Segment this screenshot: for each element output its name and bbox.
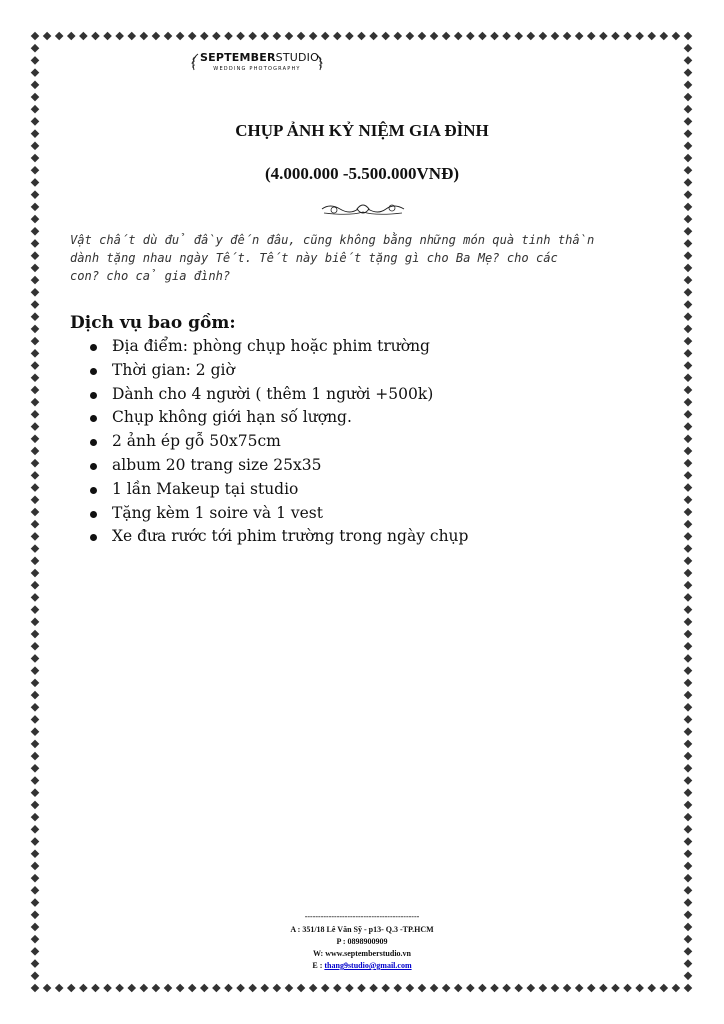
border-diamond [31, 801, 40, 810]
border-diamond [31, 68, 40, 77]
border-diamond [684, 32, 693, 41]
border-diamond [31, 227, 40, 236]
border-diamond [127, 32, 136, 41]
border-diamond [31, 142, 40, 151]
border-diamond [31, 837, 40, 846]
border-diamond [539, 984, 548, 993]
bullet-icon [90, 439, 97, 446]
border-diamond [309, 984, 318, 993]
border-diamond [623, 32, 632, 41]
border-diamond [684, 727, 693, 736]
border-diamond [490, 984, 499, 993]
border-diamond [31, 203, 40, 212]
border-diamond [321, 32, 330, 41]
border-diamond [31, 605, 40, 614]
border-diamond [635, 32, 644, 41]
border-diamond [478, 32, 487, 41]
border-diamond [55, 32, 64, 41]
border-diamond [31, 508, 40, 517]
border-diamond [684, 447, 693, 456]
border-diamond [684, 361, 693, 370]
border-diamond [236, 984, 245, 993]
border-diamond [684, 190, 693, 199]
border-diamond [684, 386, 693, 395]
list-item [86, 525, 468, 549]
border-diamond [115, 984, 124, 993]
border-diamond [31, 300, 40, 309]
border-diamond [466, 984, 475, 993]
border-diamond [309, 32, 318, 41]
border-diamond [188, 32, 197, 41]
border-diamond [393, 984, 402, 993]
bullet-icon [90, 463, 97, 470]
border-diamond [684, 630, 693, 639]
border-diamond [684, 349, 693, 358]
border-diamond [684, 93, 693, 102]
border-diamond [31, 532, 40, 541]
border-diamond [647, 984, 656, 993]
logo-brand [200, 51, 319, 64]
border-diamond [684, 642, 693, 651]
bullet-icon [90, 511, 97, 518]
border-diamond [43, 32, 52, 41]
footer-address: A : 351/18 Lê Văn Sỹ - p13- Q.3 -TP.HCM [290, 925, 434, 934]
border-diamond [31, 81, 40, 90]
border-diamond [345, 32, 354, 41]
border-diamond [684, 203, 693, 212]
border-diamond [684, 788, 693, 797]
border-diamond [31, 862, 40, 871]
border-diamond [31, 288, 40, 297]
border-diamond [260, 32, 269, 41]
bullet-icon [90, 415, 97, 422]
border-diamond [31, 764, 40, 773]
border-diamond [285, 32, 294, 41]
border-diamond [684, 471, 693, 480]
border-diamond [684, 605, 693, 614]
border-diamond [599, 984, 608, 993]
list-item [86, 430, 468, 454]
border-diamond [684, 532, 693, 541]
border-diamond [623, 984, 632, 993]
border-diamond [684, 837, 693, 846]
border-diamond [31, 190, 40, 199]
list-item-text: Chụp không giới hạn số lượng. [112, 408, 352, 427]
border-diamond [333, 984, 342, 993]
list-item [86, 478, 468, 502]
border-diamond [31, 886, 40, 895]
border-diamond [466, 32, 475, 41]
border-diamond [430, 32, 439, 41]
border-diamond [502, 32, 511, 41]
footer-email-line [0, 960, 724, 972]
border-diamond [188, 984, 197, 993]
border-diamond [31, 776, 40, 785]
flourish-divider-icon [320, 201, 406, 217]
border-diamond [381, 984, 390, 993]
border-diamond [31, 434, 40, 443]
border-diamond [31, 581, 40, 590]
border-diamond [103, 984, 112, 993]
border-diamond [684, 410, 693, 419]
border-diamond [393, 32, 402, 41]
studio-logo [190, 50, 324, 76]
border-diamond [152, 984, 161, 993]
footer-website: W: www.septemberstudio.vn [312, 949, 411, 958]
border-diamond [684, 544, 693, 553]
border-diamond [575, 984, 584, 993]
border-diamond [31, 874, 40, 883]
border-diamond [418, 984, 427, 993]
border-diamond [684, 422, 693, 431]
border-diamond [31, 666, 40, 675]
border-diamond [31, 471, 40, 480]
intro-line: dành tặng nhau ngày Tết. Tết này biết tặng gì cho Ba Mẹ? cho các [70, 251, 558, 265]
border-diamond [684, 776, 693, 785]
border-diamond [79, 32, 88, 41]
border-diamond [587, 32, 596, 41]
border-diamond [684, 276, 693, 285]
logo-brand-rest: STUDIO [275, 51, 319, 64]
border-diamond [31, 630, 40, 639]
border-diamond [55, 984, 64, 993]
border-diamond [31, 727, 40, 736]
border-diamond [660, 984, 669, 993]
border-diamond [164, 32, 173, 41]
border-diamond [31, 447, 40, 456]
list-item-text: 2 ảnh ép gỗ 50x75cm [112, 432, 281, 451]
footer-phone: P : 0898900909 [336, 937, 388, 946]
border-diamond [152, 32, 161, 41]
border-diamond [526, 984, 535, 993]
border-diamond [526, 32, 535, 41]
border-diamond [212, 984, 221, 993]
border-diamond [31, 93, 40, 102]
border-diamond [599, 32, 608, 41]
border-diamond [297, 32, 306, 41]
border-diamond [31, 849, 40, 858]
list-item-text: Địa điểm: phòng chụp hoặc phim trường [112, 337, 430, 355]
border-diamond [103, 32, 112, 41]
border-diamond [684, 325, 693, 334]
border-diamond [297, 984, 306, 993]
border-diamond [31, 654, 40, 663]
border-diamond [502, 984, 511, 993]
intro-line: Vật chất dù đủ đầy đến đâu, cũng không bằng những món quà tinh thần [70, 233, 595, 247]
border-diamond [285, 984, 294, 993]
border-diamond [684, 764, 693, 773]
border-diamond [563, 984, 572, 993]
border-diamond [31, 251, 40, 260]
border-diamond [31, 215, 40, 224]
border-diamond [684, 373, 693, 382]
border-diamond [31, 154, 40, 163]
border-diamond [31, 276, 40, 285]
border-diamond [357, 32, 366, 41]
border-diamond [31, 32, 40, 41]
border-diamond [31, 483, 40, 492]
border-diamond [551, 32, 560, 41]
border-diamond [684, 813, 693, 822]
border-diamond [357, 984, 366, 993]
border-diamond [200, 32, 209, 41]
footer-divider: ------------------------------------------- [304, 912, 420, 921]
border-diamond [273, 32, 282, 41]
border-diamond [140, 32, 149, 41]
border-diamond [684, 874, 693, 883]
border-diamond [684, 495, 693, 504]
border-diamond [67, 32, 76, 41]
bullet-icon [90, 487, 97, 494]
border-diamond [684, 508, 693, 517]
border-diamond [406, 984, 415, 993]
border-diamond [31, 788, 40, 797]
border-diamond [684, 691, 693, 700]
border-diamond [31, 593, 40, 602]
border-diamond [31, 325, 40, 334]
intro-line: con? cho cả gia đình? [70, 269, 231, 283]
border-diamond [127, 984, 136, 993]
border-diamond [684, 227, 693, 236]
leaf-ornament-icon [190, 53, 200, 71]
border-diamond [176, 32, 185, 41]
border-diamond [31, 373, 40, 382]
border-diamond [31, 825, 40, 834]
border-diamond [575, 32, 584, 41]
border-diamond [31, 642, 40, 651]
border-diamond [684, 398, 693, 407]
border-diamond [273, 984, 282, 993]
border-diamond [31, 239, 40, 248]
services-list [86, 335, 468, 549]
bullet-icon [90, 344, 97, 351]
border-diamond [684, 654, 693, 663]
border-diamond [31, 715, 40, 724]
border-diamond [224, 984, 233, 993]
border-diamond [684, 154, 693, 163]
logo-tagline: WEDDING PHOTOGRAPHY [213, 66, 301, 72]
border-diamond [200, 984, 209, 993]
border-diamond [31, 361, 40, 370]
border-diamond [684, 105, 693, 114]
email-link[interactable]: thang9studio@gmail.com [324, 961, 412, 970]
list-item [86, 406, 468, 430]
border-diamond [31, 520, 40, 529]
border-diamond [684, 300, 693, 309]
border-diamond [684, 801, 693, 810]
border-diamond [248, 32, 257, 41]
border-diamond [369, 984, 378, 993]
border-diamond [684, 215, 693, 224]
border-diamond [430, 984, 439, 993]
border-diamond [212, 32, 221, 41]
border-diamond [442, 32, 451, 41]
border-diamond [79, 984, 88, 993]
border-diamond [31, 337, 40, 346]
border-diamond [478, 984, 487, 993]
border-diamond [684, 312, 693, 321]
border-diamond [684, 288, 693, 297]
border-diamond [660, 32, 669, 41]
border-diamond [224, 32, 233, 41]
footer-email-label: E : [312, 961, 325, 970]
border-diamond [454, 32, 463, 41]
border-diamond [31, 398, 40, 407]
border-diamond [684, 825, 693, 834]
border-diamond [31, 618, 40, 627]
list-item-text: Thời gian: 2 giờ [112, 360, 235, 379]
border-diamond [406, 32, 415, 41]
border-diamond [684, 971, 693, 980]
border-diamond [164, 984, 173, 993]
border-diamond [454, 984, 463, 993]
border-diamond [684, 459, 693, 468]
border-diamond [684, 520, 693, 529]
border-diamond [91, 984, 100, 993]
border-diamond [611, 984, 620, 993]
list-item-text: 1 lần Makeup tại studio [112, 479, 299, 498]
border-diamond [684, 618, 693, 627]
border-diamond [539, 32, 548, 41]
border-diamond [684, 142, 693, 151]
border-diamond [514, 32, 523, 41]
border-diamond [31, 410, 40, 419]
intro-text [70, 231, 660, 285]
border-diamond [684, 264, 693, 273]
border-diamond [31, 422, 40, 431]
border-diamond [684, 752, 693, 761]
border-diamond [345, 984, 354, 993]
border-diamond [67, 984, 76, 993]
list-item-text: Dành cho 4 người ( thêm 1 người +500k) [112, 384, 434, 403]
border-diamond [31, 349, 40, 358]
services-heading: Dịch vụ bao gồm: [70, 313, 236, 333]
border-diamond [31, 703, 40, 712]
border-diamond [31, 752, 40, 761]
border-diamond [684, 886, 693, 895]
border-diamond [684, 239, 693, 248]
border-diamond [684, 251, 693, 260]
border-diamond [684, 679, 693, 688]
list-item-text: Tặng kèm 1 soire và 1 vest [112, 503, 323, 522]
border-diamond [684, 849, 693, 858]
border-diamond [551, 984, 560, 993]
border-diamond [684, 740, 693, 749]
border-diamond [684, 483, 693, 492]
border-diamond [321, 984, 330, 993]
border-diamond [31, 557, 40, 566]
leaf-ornament-icon [314, 53, 324, 71]
border-diamond [647, 32, 656, 41]
border-diamond [115, 32, 124, 41]
border-diamond [684, 984, 693, 993]
border-diamond [514, 984, 523, 993]
list-item-text: album 20 trang size 25x35 [112, 455, 322, 474]
border-diamond [684, 581, 693, 590]
border-diamond [31, 44, 40, 53]
border-diamond [635, 984, 644, 993]
border-diamond [684, 337, 693, 346]
border-diamond [369, 32, 378, 41]
page-title: CHỤP ẢNH KỶ NIỆM GIA ĐÌNH [235, 121, 489, 140]
border-diamond [418, 32, 427, 41]
border-diamond [31, 813, 40, 822]
border-diamond [31, 569, 40, 578]
border-diamond [176, 984, 185, 993]
border-diamond [684, 666, 693, 675]
list-item [86, 359, 468, 383]
border-diamond [490, 32, 499, 41]
border-diamond [91, 32, 100, 41]
border-diamond [684, 703, 693, 712]
border-diamond [31, 105, 40, 114]
logo-brand-bold: SEPTEMBER [200, 51, 276, 64]
border-diamond [31, 264, 40, 273]
bullet-icon [90, 368, 97, 375]
border-diamond [684, 715, 693, 724]
border-diamond [31, 984, 40, 993]
border-diamond [684, 569, 693, 578]
border-diamond [563, 32, 572, 41]
border-diamond [333, 32, 342, 41]
list-item-text: Xe đưa rước tới phim trường trong ngày chụp [112, 527, 469, 546]
border-diamond [31, 740, 40, 749]
border-diamond [31, 691, 40, 700]
border-diamond [684, 434, 693, 443]
border-diamond [587, 984, 596, 993]
border-diamond [140, 984, 149, 993]
border-diamond [260, 984, 269, 993]
border-diamond [31, 544, 40, 553]
bullet-icon [90, 392, 97, 399]
border-diamond [684, 862, 693, 871]
border-diamond [31, 495, 40, 504]
list-item [86, 454, 468, 478]
border-diamond [442, 984, 451, 993]
border-diamond [31, 679, 40, 688]
border-diamond [672, 32, 681, 41]
list-item [86, 502, 468, 526]
price-range: (4.000.000 -5.500.000VNĐ) [264, 164, 460, 183]
border-diamond [684, 56, 693, 65]
border-diamond [611, 32, 620, 41]
bullet-icon [90, 534, 97, 541]
list-item [86, 335, 468, 359]
border-diamond [31, 459, 40, 468]
border-diamond [684, 44, 693, 53]
border-diamond [31, 312, 40, 321]
border-diamond [684, 81, 693, 90]
border-diamond [381, 32, 390, 41]
border-diamond [684, 898, 693, 907]
border-diamond [684, 68, 693, 77]
border-diamond [236, 32, 245, 41]
border-diamond [31, 386, 40, 395]
border-diamond [684, 593, 693, 602]
border-diamond [43, 984, 52, 993]
border-diamond [31, 971, 40, 980]
border-diamond [248, 984, 257, 993]
border-diamond [684, 557, 693, 566]
list-item [86, 383, 468, 407]
border-diamond [672, 984, 681, 993]
border-diamond [31, 898, 40, 907]
border-diamond [31, 56, 40, 65]
